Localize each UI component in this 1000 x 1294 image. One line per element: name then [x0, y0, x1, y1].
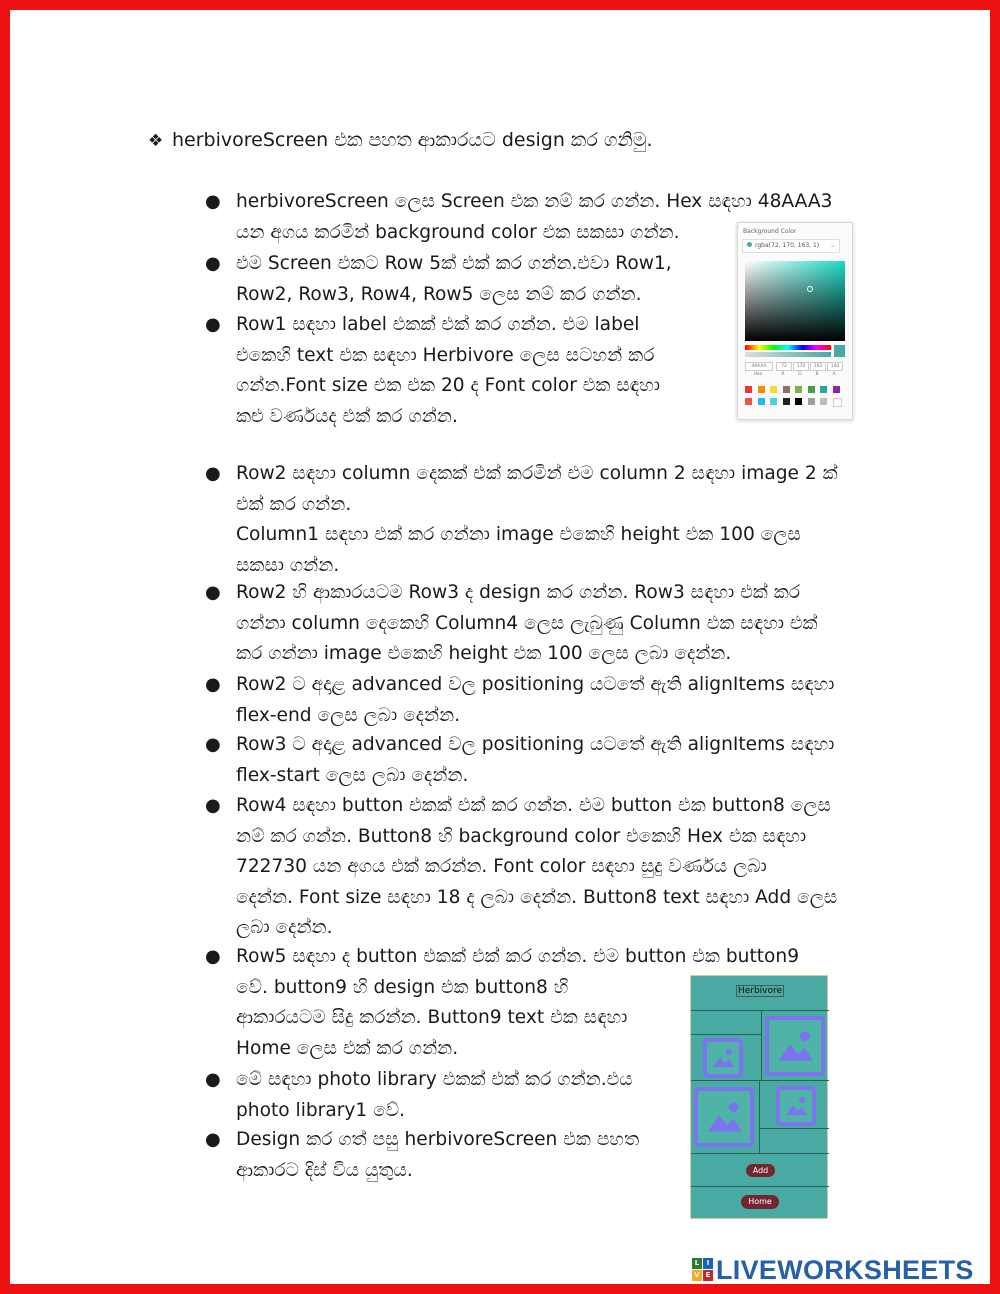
- list-item: [205, 459, 838, 581]
- a-label: A: [832, 372, 836, 377]
- item-line: Home ලෙස එක් කර ගන්න.: [236, 1037, 459, 1059]
- column-divider: [759, 1081, 760, 1153]
- item-line: වේ. button9 හි design එක button8 හි: [236, 976, 569, 998]
- image-icon: [776, 1086, 816, 1126]
- saturation-area[interactable]: [745, 261, 845, 341]
- herbivore-label: [691, 986, 829, 996]
- logo-letter: V: [692, 1270, 702, 1281]
- color-swatch[interactable]: [783, 398, 790, 405]
- list-item: [205, 1125, 639, 1186]
- list-item: [205, 249, 672, 310]
- color-value-text: rgba(72, 170, 163, 1): [755, 242, 820, 249]
- item-line: flex-start ලෙස ලබා දෙන්න.: [236, 764, 469, 786]
- item-line: සකසා ගන්න.: [236, 554, 340, 576]
- bullet-icon: ●: [205, 1129, 221, 1150]
- list-item: [205, 670, 834, 731]
- item-line: යන අගය කරමින් background color එක සකසා ගන්න.: [236, 221, 680, 243]
- liveworksheets-logo-icon: [692, 1258, 714, 1282]
- bullet-icon: ●: [205, 795, 221, 816]
- row-divider: [691, 1186, 829, 1187]
- color-dot-icon: [747, 242, 752, 247]
- liveworksheets-wordmark: LIVEWORKSHEETS: [716, 1255, 974, 1285]
- item-line: Row3 ට අදාළ advanced වල positioning යටතේ ඇති alignItems සඳහා: [236, 734, 835, 755]
- item-line: ආකාරට දිස් විය යුතුය.: [236, 1159, 413, 1181]
- alpha-slider[interactable]: [745, 352, 831, 357]
- logo-letter: L: [692, 1258, 702, 1269]
- color-value-select[interactable]: [742, 239, 840, 253]
- color-picker-panel: [737, 222, 853, 420]
- g-label: G: [798, 372, 802, 377]
- saturation-knob[interactable]: [807, 286, 813, 292]
- item-line: නම් කර ගන්න. Button8 හි background color එකෙහි Hex එක සඳහා: [236, 825, 807, 847]
- item-line: Row2 හි ආකාරයටම Row3 ද design කර ගන්න. Row3 සඳහා එක් කර: [236, 582, 801, 603]
- hex-field[interactable]: 48AAA: [745, 362, 773, 371]
- chevron-down-icon: ⌄: [829, 242, 835, 249]
- item-line: කර ගන්නා image එකෙහි height එක 100 ලෙස ලබා දෙන්න.: [236, 643, 732, 664]
- list-item: [205, 310, 660, 432]
- b-label: B: [815, 372, 819, 377]
- item-line: Design කර ගත් පසු herbivoreScreen එක පහත: [236, 1129, 640, 1150]
- color-swatch[interactable]: [745, 386, 752, 393]
- item-line: Row2 සඳහා column දෙකක් එක් කරමින් එම column 2 සඳහා image 2 ක්: [236, 463, 838, 484]
- bullet-icon: ●: [205, 582, 221, 603]
- color-swatch[interactable]: [833, 398, 842, 407]
- a-field[interactable]: 100: [827, 362, 843, 371]
- color-swatch[interactable]: [833, 386, 840, 393]
- item-line: flex-end ලෙස ලබා දෙන්න.: [236, 704, 461, 726]
- bullet-icon: ●: [205, 191, 221, 212]
- color-swatch[interactable]: [820, 386, 827, 393]
- g-field[interactable]: 170: [793, 362, 809, 371]
- color-swatch[interactable]: [770, 386, 777, 393]
- color-swatch[interactable]: [745, 398, 752, 405]
- item-line: Column1 සඳහා එක් කර ගන්නා image එකෙහි height එක 100 ලෙස: [236, 524, 801, 545]
- color-value-fields: [745, 362, 845, 380]
- item-line: දෙන්න. Font size සඳහා 18 ද ලබා දෙන්න. Button8 text සඳහා Add ලෙස: [236, 886, 838, 908]
- item-line: Row2 ට අදාළ advanced වල positioning යටතේ ඇති alignItems සඳහා: [236, 674, 835, 695]
- list-item: [205, 730, 834, 791]
- list-item: [205, 578, 818, 670]
- image-icon: [703, 1038, 743, 1078]
- item-line: Row1 සඳහා label එකක් එක් කර ගන්න. එම label: [236, 314, 640, 335]
- item-line: එම Screen එකට Row 5ක් එක් කර ගන්න.එවා Row1,: [236, 253, 672, 274]
- item-line: මේ සඳහා photo library එකක් එක් කර ගන්න.එය: [236, 1069, 633, 1090]
- item-line: ගන්න.Font size එක එක 20 ද Font color එක සඳහා: [236, 375, 660, 396]
- list-item: [205, 1065, 633, 1126]
- item-line: herbivoreScreen ලෙස Screen එක නම් කර ගන්න. Hex සඳහා 48AAA3: [236, 191, 833, 212]
- color-swatch[interactable]: [808, 398, 815, 405]
- logo-letter: I: [703, 1258, 713, 1269]
- bullet-icon: ●: [205, 314, 221, 335]
- list-item: [205, 791, 837, 944]
- color-swatch[interactable]: [783, 386, 790, 393]
- bullet-icon: ●: [205, 674, 221, 695]
- item-line: ආකාරයටම සිදු කරන්න. Button9 text එක සඳහා: [236, 1007, 628, 1028]
- item-line: එකෙහි text එක සඳහා Herbivore ලෙස සටහන් කර: [236, 344, 655, 366]
- item-line: ගන්නා column දෙකෙහි Column4 ලෙස ලැබුණු Column එක සඳහා එක්: [236, 612, 818, 634]
- color-swatch[interactable]: [820, 398, 827, 405]
- phone-preview: [690, 975, 828, 1219]
- logo-letter: E: [703, 1270, 713, 1281]
- page-heading: [148, 126, 653, 155]
- bullet-icon: ●: [205, 1069, 221, 1090]
- image-icon: [694, 1087, 754, 1147]
- color-swatch[interactable]: [770, 398, 777, 405]
- item-line: Row2, Row3, Row4, Row5 ලෙස නම් කර ගන්න.: [236, 283, 642, 305]
- color-swatch[interactable]: [758, 386, 765, 393]
- color-swatch[interactable]: [758, 398, 765, 405]
- item-line: Row4 සඳහා button එකක් එක් කර ගන්න. එම button එක button8 ලෙස: [236, 795, 831, 816]
- bullet-icon: ●: [205, 734, 221, 755]
- item-line: 722730 යන අගය එක් කරන්න. Font color සඳහා සුදු වර්ණය ලබා: [236, 856, 767, 877]
- color-preview-swatch: [834, 345, 845, 357]
- hue-slider[interactable]: [745, 345, 831, 350]
- diamond-bullet-icon: ❖: [148, 131, 164, 151]
- item-line: එක් කර ගන්න.: [236, 493, 352, 515]
- color-picker-title: Background Color: [743, 228, 797, 235]
- item-line: photo library1 වේ.: [236, 1099, 406, 1121]
- r-label: R: [781, 372, 785, 377]
- herbivore-label-text: Herbivore: [737, 986, 783, 996]
- heading-text: herbivoreScreen එක පහත ආකාරයට design කර ගනිමු.: [172, 129, 653, 151]
- color-swatch[interactable]: [808, 386, 815, 393]
- color-swatch[interactable]: [795, 386, 802, 393]
- item-line: ලබා දෙන්න.: [236, 917, 333, 938]
- b-field[interactable]: 163: [810, 362, 826, 371]
- image-icon: [765, 1016, 825, 1076]
- home-button[interactable]: Home: [741, 1195, 779, 1209]
- bullet-icon: ●: [205, 253, 221, 274]
- r-field[interactable]: 72: [776, 362, 792, 371]
- row-divider: [759, 1128, 829, 1129]
- row-divider: [691, 1080, 829, 1081]
- row-divider: [691, 1034, 761, 1035]
- bullet-icon: ●: [205, 946, 221, 967]
- item-line: Row5 සඳහා ද button එකක් එක් කර ගන්න. එම button එක button9: [236, 946, 800, 967]
- item-line: කළු වර්ණයද එක් කර ගන්න.: [236, 405, 458, 427]
- column-divider: [761, 1010, 762, 1080]
- hex-label: Hex: [753, 372, 763, 377]
- color-swatch[interactable]: [795, 398, 802, 405]
- row-divider: [691, 1010, 829, 1011]
- row-divider: [691, 1153, 829, 1154]
- bullet-icon: ●: [205, 463, 221, 484]
- add-button[interactable]: Add: [746, 1164, 775, 1177]
